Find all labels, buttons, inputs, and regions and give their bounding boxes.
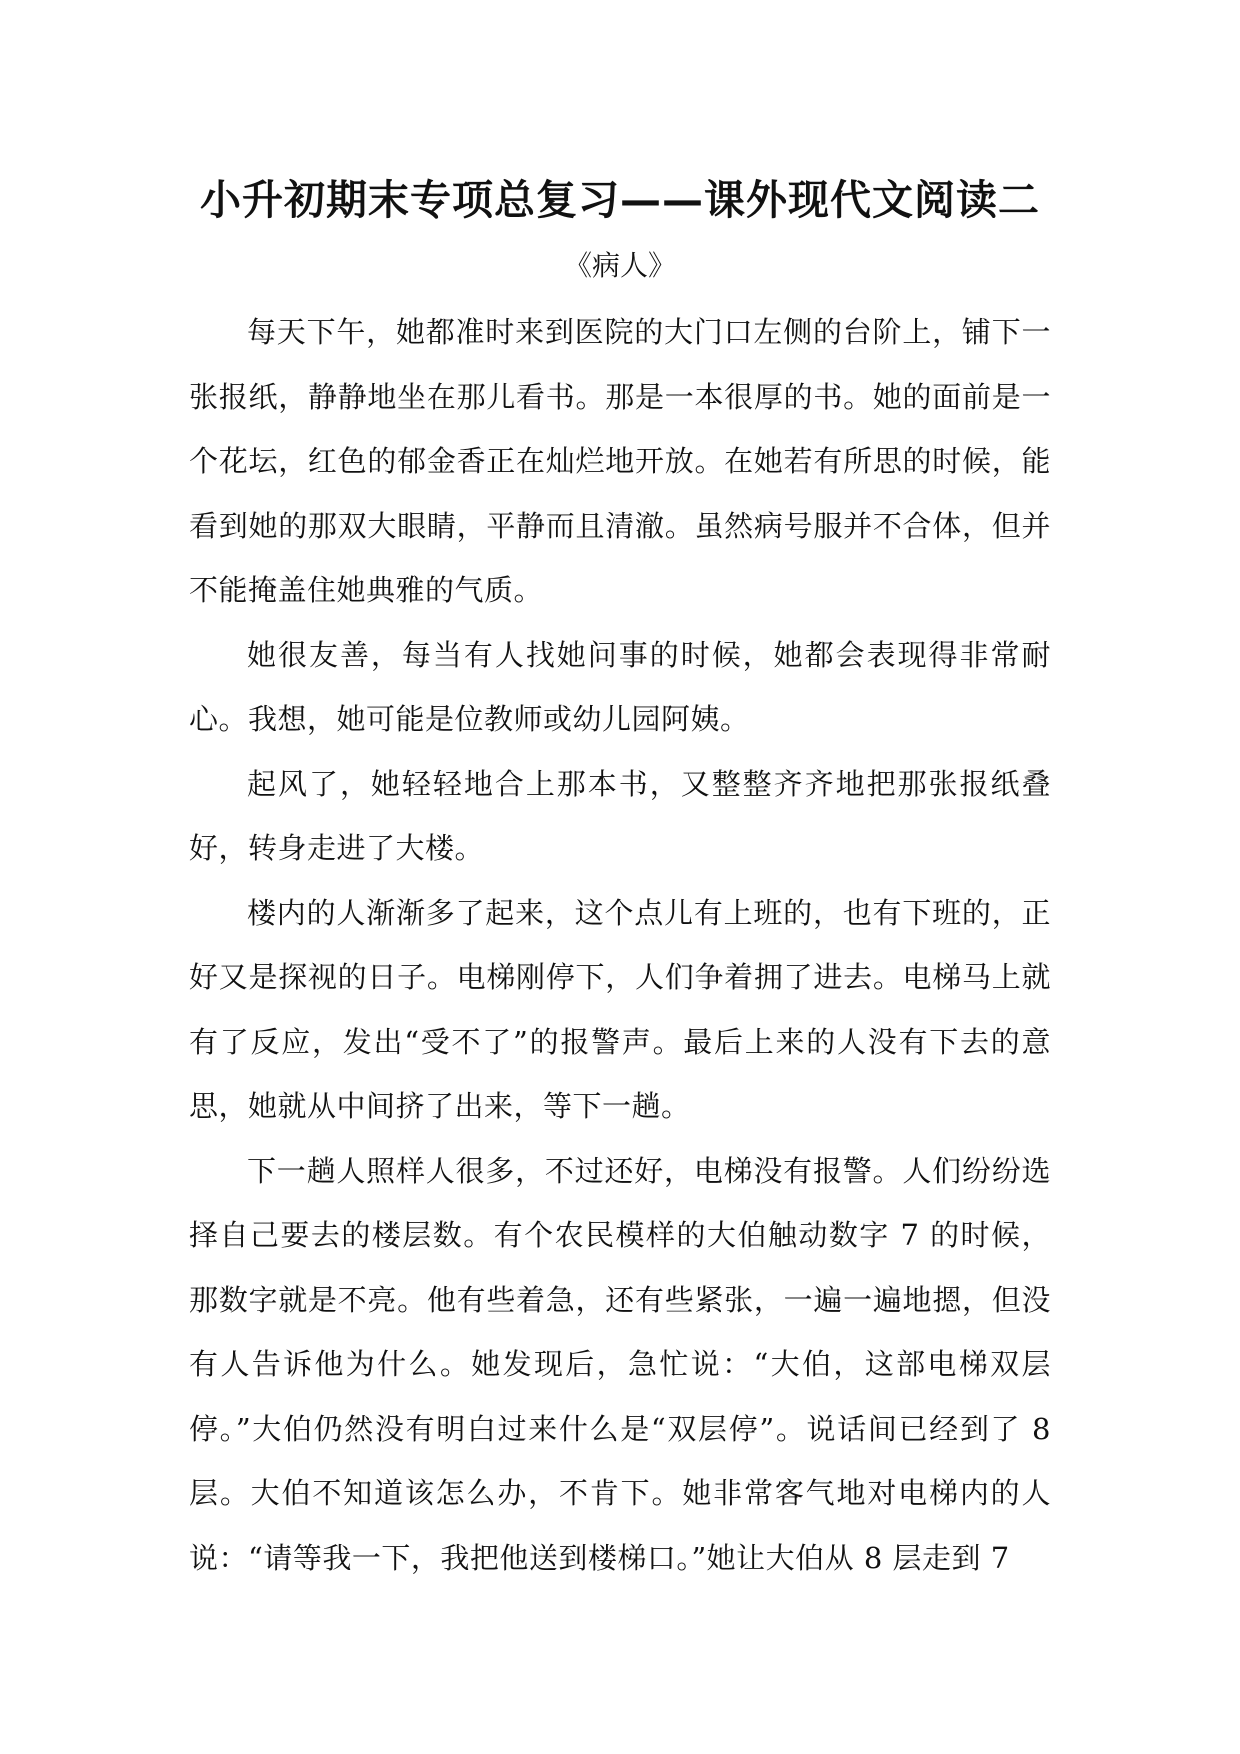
paragraph: 起风了，她轻轻地合上那本书，又整整齐齐地把那张报纸叠好，转身走进了大楼。 (189, 766, 1051, 865)
story-body (189, 300, 1051, 1590)
paragraph: 下一趟人照样人很多，不过还好，电梯没有报警。人们纷纷选择自己要去的楼层数。有个农民模样的大伯触动数字 7 的时候，那数字就是不亮。他有些着急，还有些紧张，一遍一遍地摁，但没有人告诉他为什么。她发现后，急忙说：“大伯，这部电梯双层停。”大伯仍然没有明白过来什么是“双层停”。说话间已经到了 8 层。大伯不知道该怎么办，不肯下。她非常客气地对电梯内的人说：“请等我一下，我把他送到楼梯口。”她让大伯从 8 层走到 7 (189, 1153, 1051, 1575)
paragraph: 每天下午，她都准时来到医院的大门口左侧的台阶上，铺下一张报纸，静静地坐在那儿看书。那是一本很厚的书。她的面前是一个花坛，红色的郁金香正在灿烂地开放。在她若有所思的时候，能看到她的那双大眼睛，平静而且清澈。虽然病号服并不合体，但并不能掩盖住她典雅的气质。 (189, 315, 1051, 607)
paragraph: 她很友善，每当有人找她问事的时候，她都会表现得非常耐心。我想，她可能是位教师或幼儿园阿姨。 (189, 637, 1051, 736)
story-title: 《病人》 (563, 249, 676, 282)
paragraph: 楼内的人渐渐多了起来，这个点儿有上班的，也有下班的，正好又是探视的日子。电梯刚停下，人们争着拥了进去。电梯马上就有了反应，发出“受不了”的报警声。最后上来的人没有下去的意思，她就从中间挤了出来，等下一趟。 (189, 895, 1051, 1123)
page-title: 小升初期末专项总复习——课外现代文阅读二 (200, 176, 1040, 224)
